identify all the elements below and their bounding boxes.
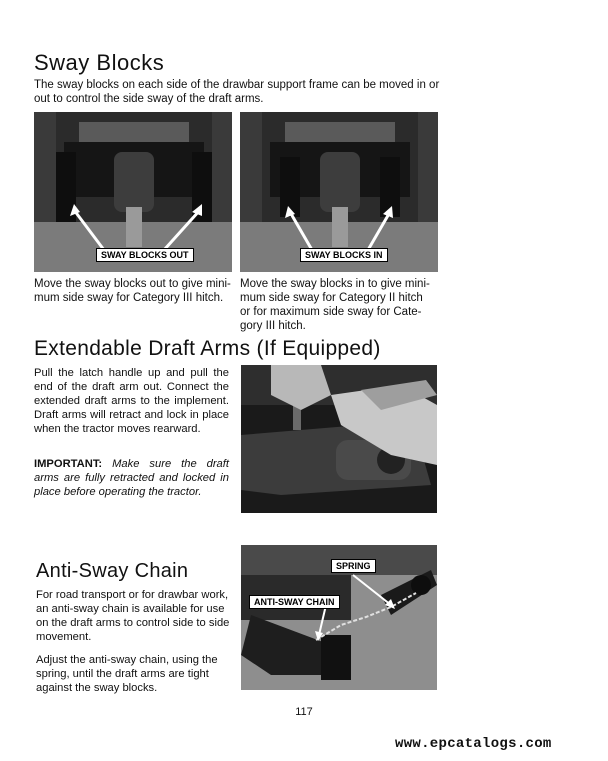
caption-sway-in	[240, 277, 440, 333]
sway-blocks-intro	[34, 78, 444, 106]
anti-sway-chain-label: ANTI-SWAY CHAIN	[249, 595, 340, 609]
anti-sway-para-2: Adjust the anti-sway chain, using the spring, until the draft arms are tight against the sway blocks.	[36, 654, 218, 694]
spring-label: SPRING	[331, 559, 376, 573]
sway-blocks-out-photo	[34, 112, 232, 272]
caption-left-line-1: Move the sway blocks out to give mini-	[34, 278, 231, 290]
important-text: Make sure the draft arms are fully retracted and locked in place before operating the tractor.	[34, 458, 230, 498]
intro-line-1: The sway blocks on each side of the drawbar support frame can be moved in or	[34, 79, 440, 91]
draft-arms-important	[34, 457, 229, 499]
sway-blocks-in-photo	[240, 112, 438, 272]
anti-sway-heading: Anti-Sway Chain	[36, 560, 189, 582]
caption-right-line-4: gory III hitch.	[240, 320, 306, 332]
draft-arms-heading: Extendable Draft Arms (If Equipped)	[34, 337, 381, 360]
watermark-text: www.epcatalogs.com	[395, 736, 552, 752]
sway-blocks-heading: Sway Blocks	[34, 50, 165, 75]
draft-arms-body: Pull the latch handle up and pull the end of the draft arm out. Connect the extended draft arms to the implement. Draft arms will retract and lock in place when the tractor moves rearward.	[34, 367, 229, 435]
anti-sway-para-1: For road transport or for drawbar work, an anti-sway chain is available for use on the draft arms to control side to side movement.	[36, 589, 230, 643]
anti-sway-chain-photo	[241, 545, 437, 690]
caption-right-line-3: or for maximum side sway for Cate-	[240, 306, 422, 318]
caption-left-line-2: mum side sway for Category III hitch.	[34, 292, 224, 304]
important-label: IMPORTANT:	[34, 458, 103, 470]
intro-line-2: out to control the side sway of the draft arms.	[34, 93, 264, 105]
sway-blocks-out-label: SWAY BLOCKS OUT	[96, 248, 194, 262]
caption-right-line-2: mum side sway for Category II hitch	[240, 292, 423, 304]
draft-arm-illustration	[241, 365, 437, 513]
page-number: 117	[295, 706, 313, 718]
caption-sway-out	[34, 277, 234, 305]
draft-arm-photo	[241, 365, 437, 513]
caption-right-line-1: Move the sway blocks in to give mini-	[240, 278, 430, 290]
sway-blocks-in-label: SWAY BLOCKS IN	[300, 248, 388, 262]
